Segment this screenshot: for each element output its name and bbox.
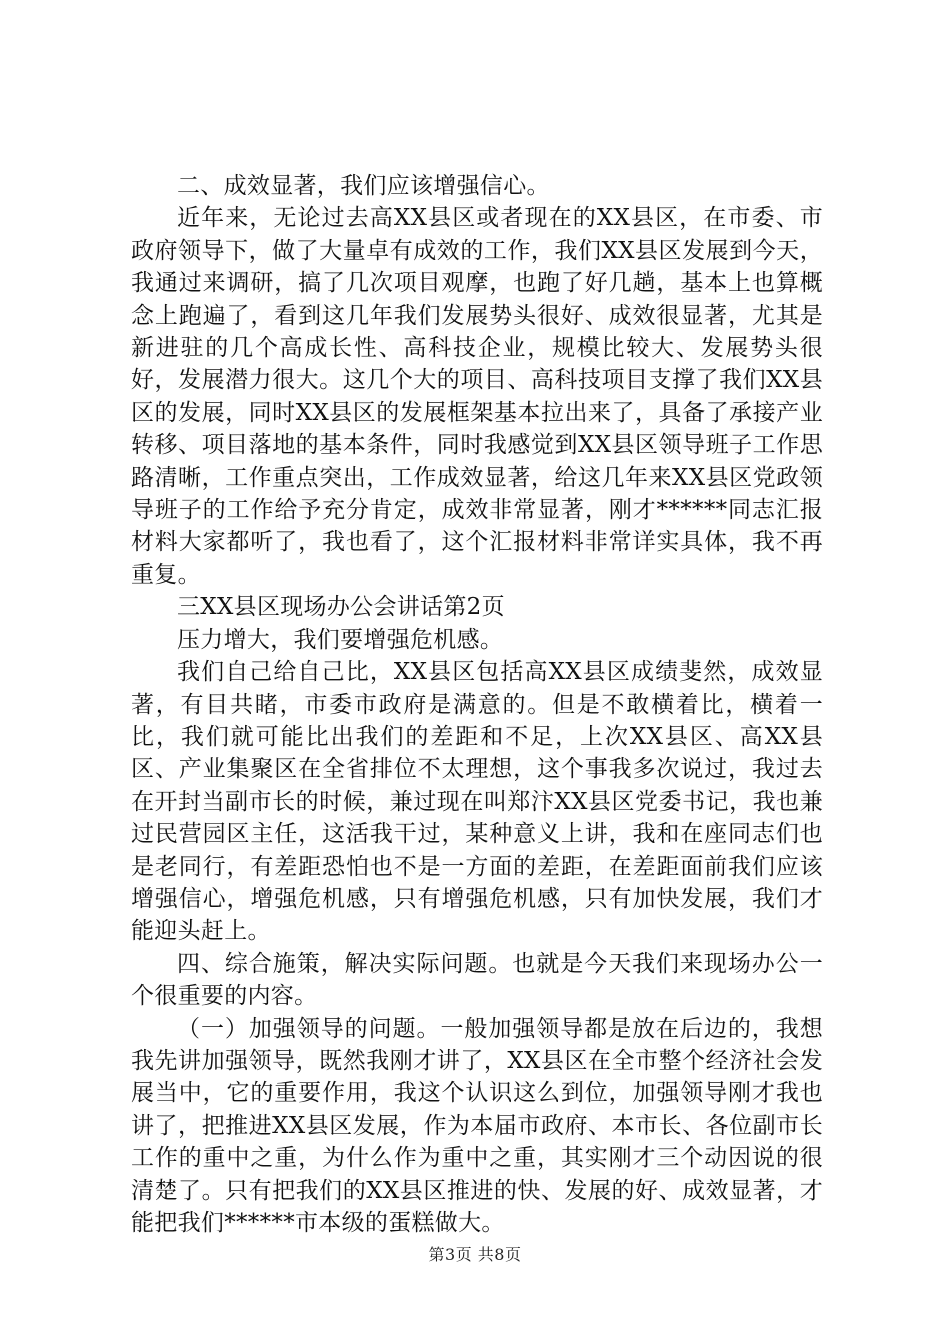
paragraph-leadership: （一）加强领导的问题。一般加强领导都是放在后边的，我想我先讲加强领导，既然我刚才讲了，XX县区在全市整个经济社会发展当中，它的重要作用，我这个认识这么到位，加强领导刚才我也讲了，把推进XX县区发展，作为本届市政府、本市长、各位副市长工作的重中之重，为什么作为重中之重，其实刚才三个动因说的很清楚了。只有把我们的XX县区推进的快、发展的好、成效显著，才能把我们******市本级的蛋糕做大。 <box>131 1015 823 1236</box>
page-footer: 第3页 共8页 <box>428 1245 522 1264</box>
section-heading-2: 二、成效显著，我们应该增强信心。 <box>177 173 550 199</box>
paragraph-achievements: 近年来，无论过去高XX县区或者现在的XX县区，在市委、市政府领导下，做了大量卓有成效的工作，我们XX县区发展到今天，我通过来调研，搞了几次项目观摩，也跑了好几趟，基本上也算概念上跑遍了，看到这几年我们发展势头很好、成效很显著，尤其是新进驻的几个高成长性、高科技企业，规模比较大、发展势头很好，发展潜力很大。这几个大的项目、高科技项目支撑了我们XX县区的发展，同时XX县区的发展框架基本拉出来了，具备了承接产业转移、项目落地的基本条件，同时我感觉到XX县区领导班子工作思路清晰，工作重点突出，工作成效显著，给这几年来XX县区党政领导班子的工作给予充分肯定，成效非常显著，刚才******同志汇报材料大家都听了，我也看了，这个汇报材料非常详实具体，我不再重复。 <box>131 205 823 588</box>
paragraph-pressure: 我们自己给自己比，XX县区包括高XX县区成绩斐然，成效显著，有目共睹，市委市政府是满意的。但是不敢横着比，横着一比，我们就可能比出我们的差距和不足，上次XX县区、高XX县区、产业集聚区在全省排位不太理想，这个事我多次说过，我过去在开封当副市长的时候，兼过现在叫郑汴XX县区党委书记，我也兼过民营园区主任，这活我干过，某种意义上讲，我和在座同志们也是老同行，有差距恐怕也不是一方面的差距，在差距面前我们应该增强信心，增强危机感，只有增强危机感，只有加快发展，我们才能迎头赶上。 <box>131 659 823 945</box>
page-title-line: 三XX县区现场办公会讲话第2页 <box>177 594 505 621</box>
section-heading-4: 四、综合施策，解决实际问题。也就是今天我们来现场办公一个很重要的内容。 <box>131 950 823 1010</box>
section-heading-3: 压力增大，我们要增强危机感。 <box>177 626 504 653</box>
document-body <box>131 170 823 1239</box>
